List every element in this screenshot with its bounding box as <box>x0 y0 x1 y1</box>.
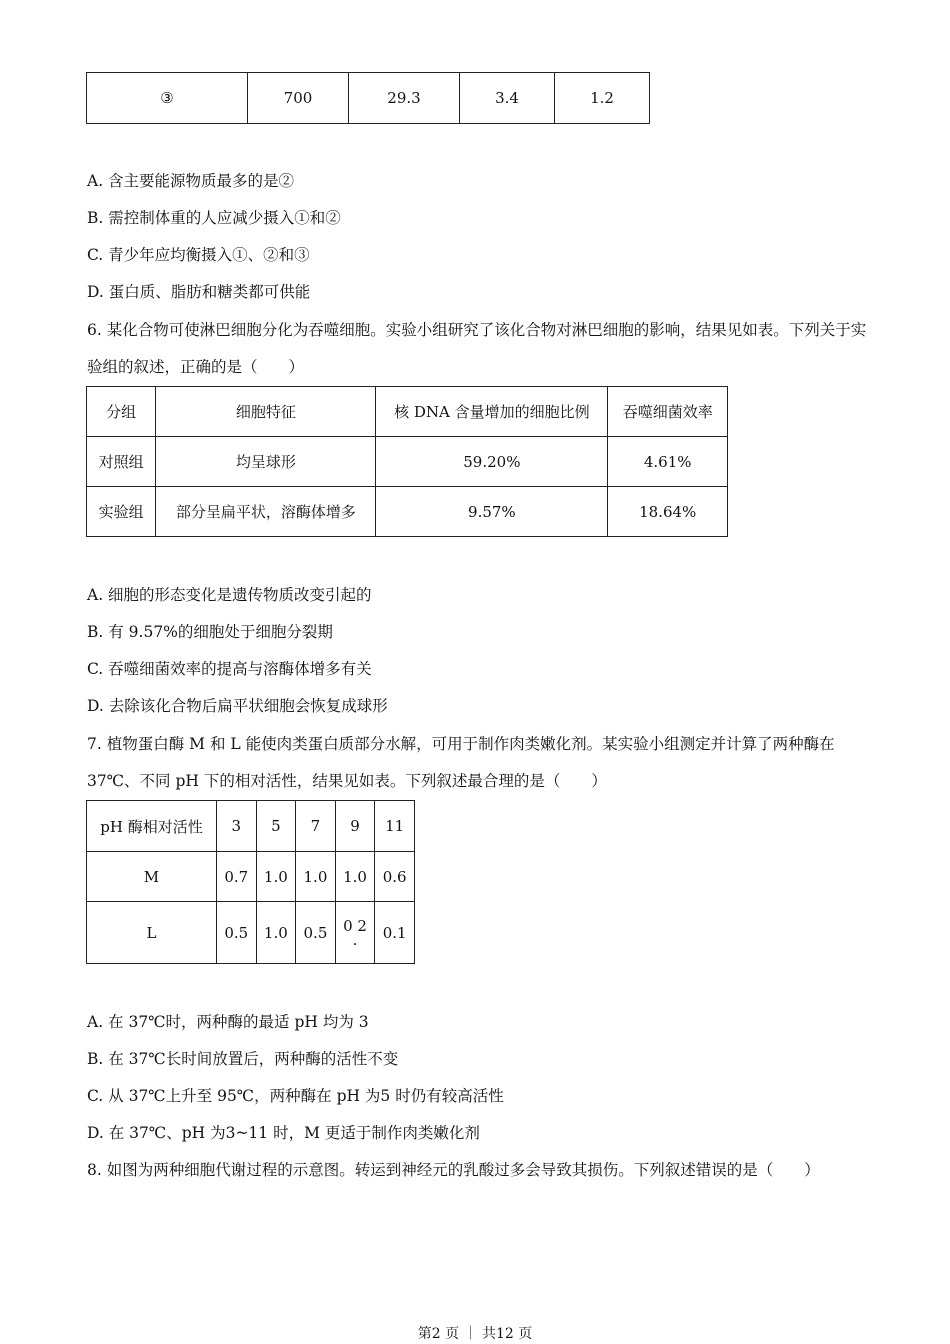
table-cell: 对照组 <box>87 437 156 487</box>
table-row <box>87 902 415 964</box>
q5-option-b: B. 需控制体重的人应减少摄入①和② <box>87 209 341 227</box>
table-header: 11 <box>375 801 415 852</box>
q6-table <box>86 386 728 537</box>
table-row <box>87 852 415 902</box>
q6-option-d: D. 去除该化合物后扁平状细胞会恢复成球形 <box>87 697 388 715</box>
table-row <box>87 437 728 487</box>
q7-option-a: A. 在 37℃时，两种酶的最适 pH 均为 3 <box>87 1013 369 1031</box>
table-cell: 59.20% <box>376 437 608 487</box>
table-cell: 1.0 <box>335 852 375 902</box>
nutrition-table-fragment <box>86 72 650 124</box>
table-cell: 4.61% <box>608 437 728 487</box>
table-cell: ③ <box>87 73 248 124</box>
table-header: 5 <box>256 801 296 852</box>
q6-option-a: A. 细胞的形态变化是遗传物质改变引起的 <box>87 586 372 604</box>
q6-stem: 6. 某化合物可使淋巴细胞分化为吞噬细胞。实验小组研究了该化合物对淋巴细胞的影响，结果见如表。下列关于实验组的叙述，正确的是（ ） <box>87 321 867 376</box>
table-header: 分组 <box>87 387 156 437</box>
q6-option-b: B. 有 9.57%的细胞处于细胞分裂期 <box>87 623 333 641</box>
q7-option-c: C. 从 37℃上升至 95℃，两种酶在 pH 为5 时仍有较高活性 <box>87 1087 504 1105</box>
table-cell: M <box>87 852 217 902</box>
table-cell: 0.1 <box>375 902 415 964</box>
table-header-row <box>87 801 415 852</box>
table-header: 吞噬细菌效率 <box>608 387 728 437</box>
q7-stem: 7. 植物蛋白酶 M 和 L 能使肉类蛋白质部分水解，可用于制作肉类嫩化剂。某实验小组测定并计算了两种酶在 37℃、不同 pH 下的相对活性，结果见如表。下列叙述最合理的是（ ） <box>87 735 835 790</box>
table-cell: 9.57% <box>376 487 608 537</box>
table-row <box>87 487 728 537</box>
table-cell: 3.4 <box>460 73 555 124</box>
q8-stem: 8. 如图为两种细胞代谢过程的示意图。转运到神经元的乳酸过多会导致其损伤。下列叙述错误的是（ ） <box>87 1161 820 1179</box>
table-cell: 均呈球形 <box>156 437 376 487</box>
q7-option-b: B. 在 37℃长时间放置后，两种酶的活性不变 <box>87 1050 399 1068</box>
table-cell: 0.6 <box>375 852 415 902</box>
table-cell: 实验组 <box>87 487 156 537</box>
q7-option-d: D. 在 37℃、pH 为3~11 时，M 更适于制作肉类嫩化剂 <box>87 1124 480 1142</box>
table-cell: 0.7 <box>216 852 256 902</box>
table-cell: 1.0 <box>256 852 296 902</box>
q7-table <box>86 800 415 964</box>
table-row <box>87 73 650 124</box>
table-cell: 1.2 <box>555 73 650 124</box>
table-cell: 29.3 <box>349 73 460 124</box>
table-cell: 700 <box>248 73 349 124</box>
table-header: pH 酶相对活性 <box>87 801 217 852</box>
table-cell: 0.5 <box>296 902 336 964</box>
q5-option-a: A. 含主要能源物质最多的是② <box>87 172 295 190</box>
table-header: 9 <box>335 801 375 852</box>
table-cell: 18.64% <box>608 487 728 537</box>
table-cell: 部分呈扁平状，溶酶体增多 <box>156 487 376 537</box>
table-header: 7 <box>296 801 336 852</box>
q6-option-c: C. 吞噬细菌效率的提高与溶酶体增多有关 <box>87 660 372 678</box>
table-cell: L <box>87 902 217 964</box>
table-cell: 0.5 <box>216 902 256 964</box>
table-header-row <box>87 387 728 437</box>
table-cell: 0 2 . <box>335 902 375 964</box>
table-cell: 1.0 <box>256 902 296 964</box>
table-header: 3 <box>216 801 256 852</box>
table-header: 核 DNA 含量增加的细胞比例 <box>376 387 608 437</box>
table-header: 细胞特征 <box>156 387 376 437</box>
table-cell: 1.0 <box>296 852 336 902</box>
q5-option-d: D. 蛋白质、脂肪和糖类都可供能 <box>87 283 311 301</box>
page-footer: 第2 页 ｜ 共12 页 <box>417 1326 533 1342</box>
q5-option-c: C. 青少年应均衡摄入①、②和③ <box>87 246 310 264</box>
